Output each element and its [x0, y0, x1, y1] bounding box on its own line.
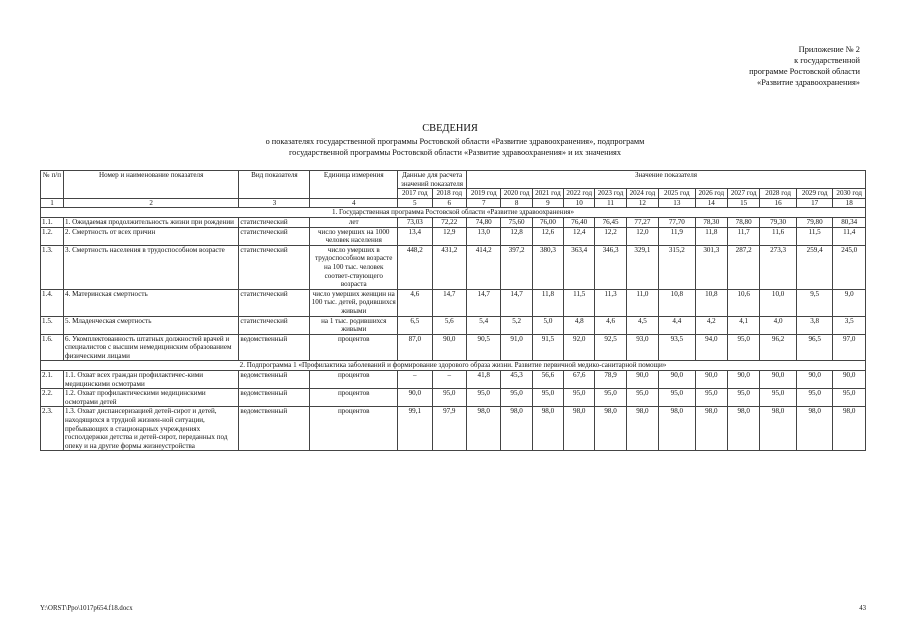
value-cell: 90,0: [727, 371, 759, 389]
table-row: [41, 334, 866, 361]
value-cell: 56,6: [532, 371, 563, 389]
value-cell: 98,0: [467, 407, 501, 451]
value-cell: 12,8: [501, 227, 532, 245]
column-number: 14: [695, 198, 727, 208]
value-cell: 78,30: [695, 217, 727, 227]
value-cell: 329,1: [626, 245, 658, 289]
indicator-kind: статистический: [239, 289, 310, 316]
column-number: 13: [659, 198, 696, 208]
table-row: [41, 289, 866, 316]
value-cell: 11,8: [695, 227, 727, 245]
section-title: 1. Государственная программа Ростовской области «Развитие здравоохранения»: [41, 208, 866, 218]
value-cell: 346,3: [595, 245, 626, 289]
column-number: 6: [432, 198, 466, 208]
header-year: 2020 год: [501, 189, 532, 199]
value-cell: 363,4: [564, 245, 595, 289]
header-year: 2027 год: [727, 189, 759, 199]
value-cell: 95,0: [467, 389, 501, 407]
indicator-unit: процентов: [310, 371, 398, 389]
column-number: 3: [239, 198, 310, 208]
value-cell: 41,8: [467, 371, 501, 389]
indicator-name: 5. Младенческая смертность: [63, 316, 238, 334]
value-cell: 14,7: [432, 289, 466, 316]
value-cell: 3,8: [796, 316, 833, 334]
table-row: [41, 217, 866, 227]
appendix-line: программе Ростовской области: [749, 67, 860, 76]
value-cell: 80,34: [833, 217, 866, 227]
table-row: [41, 227, 866, 245]
value-cell: 98,0: [695, 407, 727, 451]
indicators-table: [40, 170, 866, 451]
value-cell: 72,22: [432, 217, 466, 227]
header-year: 2018 год: [432, 189, 466, 199]
value-cell: 73,03: [398, 217, 432, 227]
value-cell: 90,0: [659, 371, 696, 389]
value-cell: 45,3: [501, 371, 532, 389]
value-cell: 380,3: [532, 245, 563, 289]
page-number: 43: [859, 605, 866, 612]
header-year: 2024 год: [626, 189, 658, 199]
value-cell: 90,0: [695, 371, 727, 389]
value-cell: 4,6: [595, 316, 626, 334]
header-year: 2017 год: [398, 189, 432, 199]
value-cell: 12,0: [626, 227, 658, 245]
value-cell: 90,0: [833, 371, 866, 389]
value-cell: 96,2: [760, 334, 797, 361]
value-cell: 11,4: [833, 227, 866, 245]
value-cell: 6,5: [398, 316, 432, 334]
value-cell: 11,5: [564, 289, 595, 316]
value-cell: 11,7: [727, 227, 759, 245]
table-row: [41, 316, 866, 334]
appendix-note: [660, 44, 860, 88]
row-number: 2.2.: [41, 389, 64, 407]
value-cell: 76,40: [564, 217, 595, 227]
column-number: 11: [595, 198, 626, 208]
value-cell: 4,5: [626, 316, 658, 334]
header-kind: Вид показателя: [239, 171, 310, 199]
value-cell: 95,0: [501, 389, 532, 407]
value-cell: 98,0: [659, 407, 696, 451]
value-cell: 4,0: [760, 316, 797, 334]
value-cell: 11,6: [760, 227, 797, 245]
header-no: № п/п: [41, 171, 64, 199]
value-cell: 5,6: [432, 316, 466, 334]
value-cell: 95,0: [695, 389, 727, 407]
value-cell: 98,0: [532, 407, 563, 451]
column-number: 4: [310, 198, 398, 208]
indicator-name: 6. Укомплектованность штатных должностей врачей и специалистов с высшим немедицинским образованием физическими лицами: [63, 334, 238, 361]
header-year: 2030 год: [833, 189, 866, 199]
row-number: 1.3.: [41, 245, 64, 289]
header-year: 2025 год: [659, 189, 696, 199]
value-cell: 79,80: [796, 217, 833, 227]
value-cell: 76,00: [532, 217, 563, 227]
header-year: 2023 год: [595, 189, 626, 199]
header-unit: Единица измерения: [310, 171, 398, 199]
value-cell: 12,4: [564, 227, 595, 245]
value-cell: 10,6: [727, 289, 759, 316]
value-cell: 259,4: [796, 245, 833, 289]
header-values: Значение показателя: [467, 171, 866, 189]
row-number: 2.1.: [41, 371, 64, 389]
row-number: 1.1.: [41, 217, 64, 227]
value-cell: 5,4: [467, 316, 501, 334]
value-cell: 97,9: [432, 407, 466, 451]
table-row: [41, 245, 866, 289]
table-row: [41, 371, 866, 389]
value-cell: 77,70: [659, 217, 696, 227]
value-cell: 11,9: [659, 227, 696, 245]
header-year: 2026 год: [695, 189, 727, 199]
page-footer: [40, 605, 866, 612]
value-cell: 11,5: [796, 227, 833, 245]
appendix-line: Приложение № 2: [798, 45, 860, 54]
value-cell: 76,45: [595, 217, 626, 227]
row-number: 2.3.: [41, 407, 64, 451]
value-cell: 95,0: [432, 389, 466, 407]
value-cell: 3,5: [833, 316, 866, 334]
value-cell: 92,0: [564, 334, 595, 361]
document-subtitle: [160, 136, 750, 158]
value-cell: 94,0: [695, 334, 727, 361]
value-cell: 14,7: [501, 289, 532, 316]
value-cell: 78,9: [595, 371, 626, 389]
indicator-name: 4. Материнская смертность: [63, 289, 238, 316]
header-year: 2022 год: [564, 189, 595, 199]
column-number: 17: [796, 198, 833, 208]
value-cell: 4,1: [727, 316, 759, 334]
value-cell: 273,3: [760, 245, 797, 289]
value-cell: 397,2: [501, 245, 532, 289]
value-cell: 287,2: [727, 245, 759, 289]
column-number: 2: [63, 198, 238, 208]
value-cell: 90,0: [398, 389, 432, 407]
value-cell: 95,0: [760, 389, 797, 407]
value-cell: 4,2: [695, 316, 727, 334]
value-cell: 79,30: [760, 217, 797, 227]
file-path: Y:\ORST\Ppo\1017p654.f18.docx: [40, 605, 133, 612]
value-cell: 10,8: [695, 289, 727, 316]
value-cell: 92,5: [595, 334, 626, 361]
value-cell: 11,0: [626, 289, 658, 316]
column-number: 1: [41, 198, 64, 208]
value-cell: 98,0: [626, 407, 658, 451]
indicator-kind: статистический: [239, 245, 310, 289]
column-number: 5: [398, 198, 432, 208]
value-cell: 12,2: [595, 227, 626, 245]
section-title: 2. Подпрограмма 1 «Профилактика заболеваний и формирование здорового образа жизни. Развитие первичной медико-санитарной помощи»: [41, 361, 866, 371]
value-cell: 91,5: [532, 334, 563, 361]
value-cell: 98,0: [727, 407, 759, 451]
column-number: 15: [727, 198, 759, 208]
value-cell: 95,0: [796, 389, 833, 407]
value-cell: 99,1: [398, 407, 432, 451]
indicator-name: 2. Смертность от всех причин: [63, 227, 238, 245]
value-cell: 245,0: [833, 245, 866, 289]
section-row: [41, 361, 866, 371]
value-cell: –: [398, 371, 432, 389]
appendix-line: к государственной: [794, 56, 860, 65]
value-cell: 98,0: [501, 407, 532, 451]
value-cell: 95,0: [833, 389, 866, 407]
column-number: 8: [501, 198, 532, 208]
value-cell: 90,0: [432, 334, 466, 361]
value-cell: 315,2: [659, 245, 696, 289]
value-cell: 77,27: [626, 217, 658, 227]
indicator-name: 1.2. Охват профилактическими медицинскими осмотрами детей: [63, 389, 238, 407]
value-cell: 13,4: [398, 227, 432, 245]
header-year: 2021 год: [532, 189, 563, 199]
indicator-unit: процентов: [310, 407, 398, 451]
subtitle-line: о показателях государственной программы Ростовской области «Развитие здравоохранения», подпрограмм: [265, 137, 645, 146]
indicator-kind: статистический: [239, 217, 310, 227]
indicator-name: 1.1. Охват всех граждан профилактичес-кими медицинскими осмотрами: [63, 371, 238, 389]
appendix-line: «Развитие здравоохранения»: [757, 78, 860, 87]
table-row: [41, 389, 866, 407]
value-cell: 90,0: [626, 371, 658, 389]
value-cell: 13,0: [467, 227, 501, 245]
value-cell: 12,9: [432, 227, 466, 245]
indicator-unit: число умерших на 1000 человек населения: [310, 227, 398, 245]
indicator-kind: ведомственный: [239, 389, 310, 407]
header-year: 2029 год: [796, 189, 833, 199]
indicator-kind: ведомственный: [239, 407, 310, 451]
header-base-data: Данные для расчета значений показателя: [398, 171, 467, 189]
subtitle-line: государственной программы Ростовской области «Развитие здравоохранения» и их значениях: [288, 148, 622, 157]
indicator-unit: лет: [310, 217, 398, 227]
value-cell: 9,0: [833, 289, 866, 316]
value-cell: 431,2: [432, 245, 466, 289]
value-cell: 67,6: [564, 371, 595, 389]
value-cell: 448,2: [398, 245, 432, 289]
column-number: 10: [564, 198, 595, 208]
value-cell: 98,0: [564, 407, 595, 451]
header-year: 2028 год: [760, 189, 797, 199]
value-cell: 90,0: [760, 371, 797, 389]
indicator-unit: число умерших в трудоспособном возрасте на 100 тыс. человек соответ-ствующего возраста: [310, 245, 398, 289]
value-cell: 93,0: [626, 334, 658, 361]
value-cell: 414,2: [467, 245, 501, 289]
header-year: 2019 год: [467, 189, 501, 199]
column-number: 18: [833, 198, 866, 208]
column-number: 12: [626, 198, 658, 208]
value-cell: 12,6: [532, 227, 563, 245]
value-cell: 93,5: [659, 334, 696, 361]
section-row: [41, 208, 866, 218]
value-cell: 87,0: [398, 334, 432, 361]
value-cell: 5,0: [532, 316, 563, 334]
value-cell: 95,0: [727, 334, 759, 361]
indicator-kind: ведомственный: [239, 334, 310, 361]
value-cell: 75,60: [501, 217, 532, 227]
column-number-row: [41, 198, 866, 208]
value-cell: 301,3: [695, 245, 727, 289]
value-cell: 95,0: [626, 389, 658, 407]
value-cell: 95,0: [564, 389, 595, 407]
document-title: СВЕДЕНИЯ: [422, 123, 478, 134]
value-cell: 4,4: [659, 316, 696, 334]
value-cell: 10,8: [659, 289, 696, 316]
value-cell: 9,5: [796, 289, 833, 316]
header-name: Номер и наименование показателя: [63, 171, 238, 199]
indicator-kind: статистический: [239, 316, 310, 334]
value-cell: 11,8: [532, 289, 563, 316]
value-cell: 95,0: [595, 389, 626, 407]
value-cell: 97,0: [833, 334, 866, 361]
row-number: 1.4.: [41, 289, 64, 316]
value-cell: 98,0: [595, 407, 626, 451]
value-cell: 90,5: [467, 334, 501, 361]
column-number: 16: [760, 198, 797, 208]
row-number: 1.6.: [41, 334, 64, 361]
row-number: 1.5.: [41, 316, 64, 334]
value-cell: 95,0: [659, 389, 696, 407]
value-cell: 11,3: [595, 289, 626, 316]
indicator-unit: процентов: [310, 389, 398, 407]
indicator-kind: статистический: [239, 227, 310, 245]
value-cell: 98,0: [760, 407, 797, 451]
column-number: 7: [467, 198, 501, 208]
value-cell: 10,0: [760, 289, 797, 316]
indicator-name: 1.3. Охват диспансеризацией детей-сирот и детей, находящихся в трудной жизнен-ной ситуации, пребывающих в стационарных учреждениях госполдержки детства и детей-сирот, переданных под опеку и на другие формы жизнеустройства: [63, 407, 238, 451]
value-cell: 90,0: [796, 371, 833, 389]
indicator-unit: на 1 тыс. родившихся живыми: [310, 316, 398, 334]
indicator-kind: ведомственный: [239, 371, 310, 389]
table-body: [41, 208, 866, 451]
indicator-name: 3. Смертность населения в трудоспособном возрасте: [63, 245, 238, 289]
value-cell: 95,0: [727, 389, 759, 407]
value-cell: 5,2: [501, 316, 532, 334]
value-cell: 4,6: [398, 289, 432, 316]
column-number: 9: [532, 198, 563, 208]
value-cell: 78,80: [727, 217, 759, 227]
value-cell: 98,0: [796, 407, 833, 451]
value-cell: 98,0: [833, 407, 866, 451]
value-cell: 74,80: [467, 217, 501, 227]
value-cell: 91,0: [501, 334, 532, 361]
row-number: 1.2.: [41, 227, 64, 245]
indicator-name: 1. Ожидаемая продолжительность жизни при рождении: [63, 217, 238, 227]
value-cell: 95,0: [532, 389, 563, 407]
indicator-unit: число умерших женщин на 100 тыс. детей, родившихся живыми: [311, 289, 396, 315]
value-cell: 4,8: [564, 316, 595, 334]
indicator-unit: процентов: [310, 334, 398, 361]
value-cell: 14,7: [467, 289, 501, 316]
value-cell: 96,5: [796, 334, 833, 361]
value-cell: –: [432, 371, 466, 389]
table-row: [41, 407, 866, 451]
